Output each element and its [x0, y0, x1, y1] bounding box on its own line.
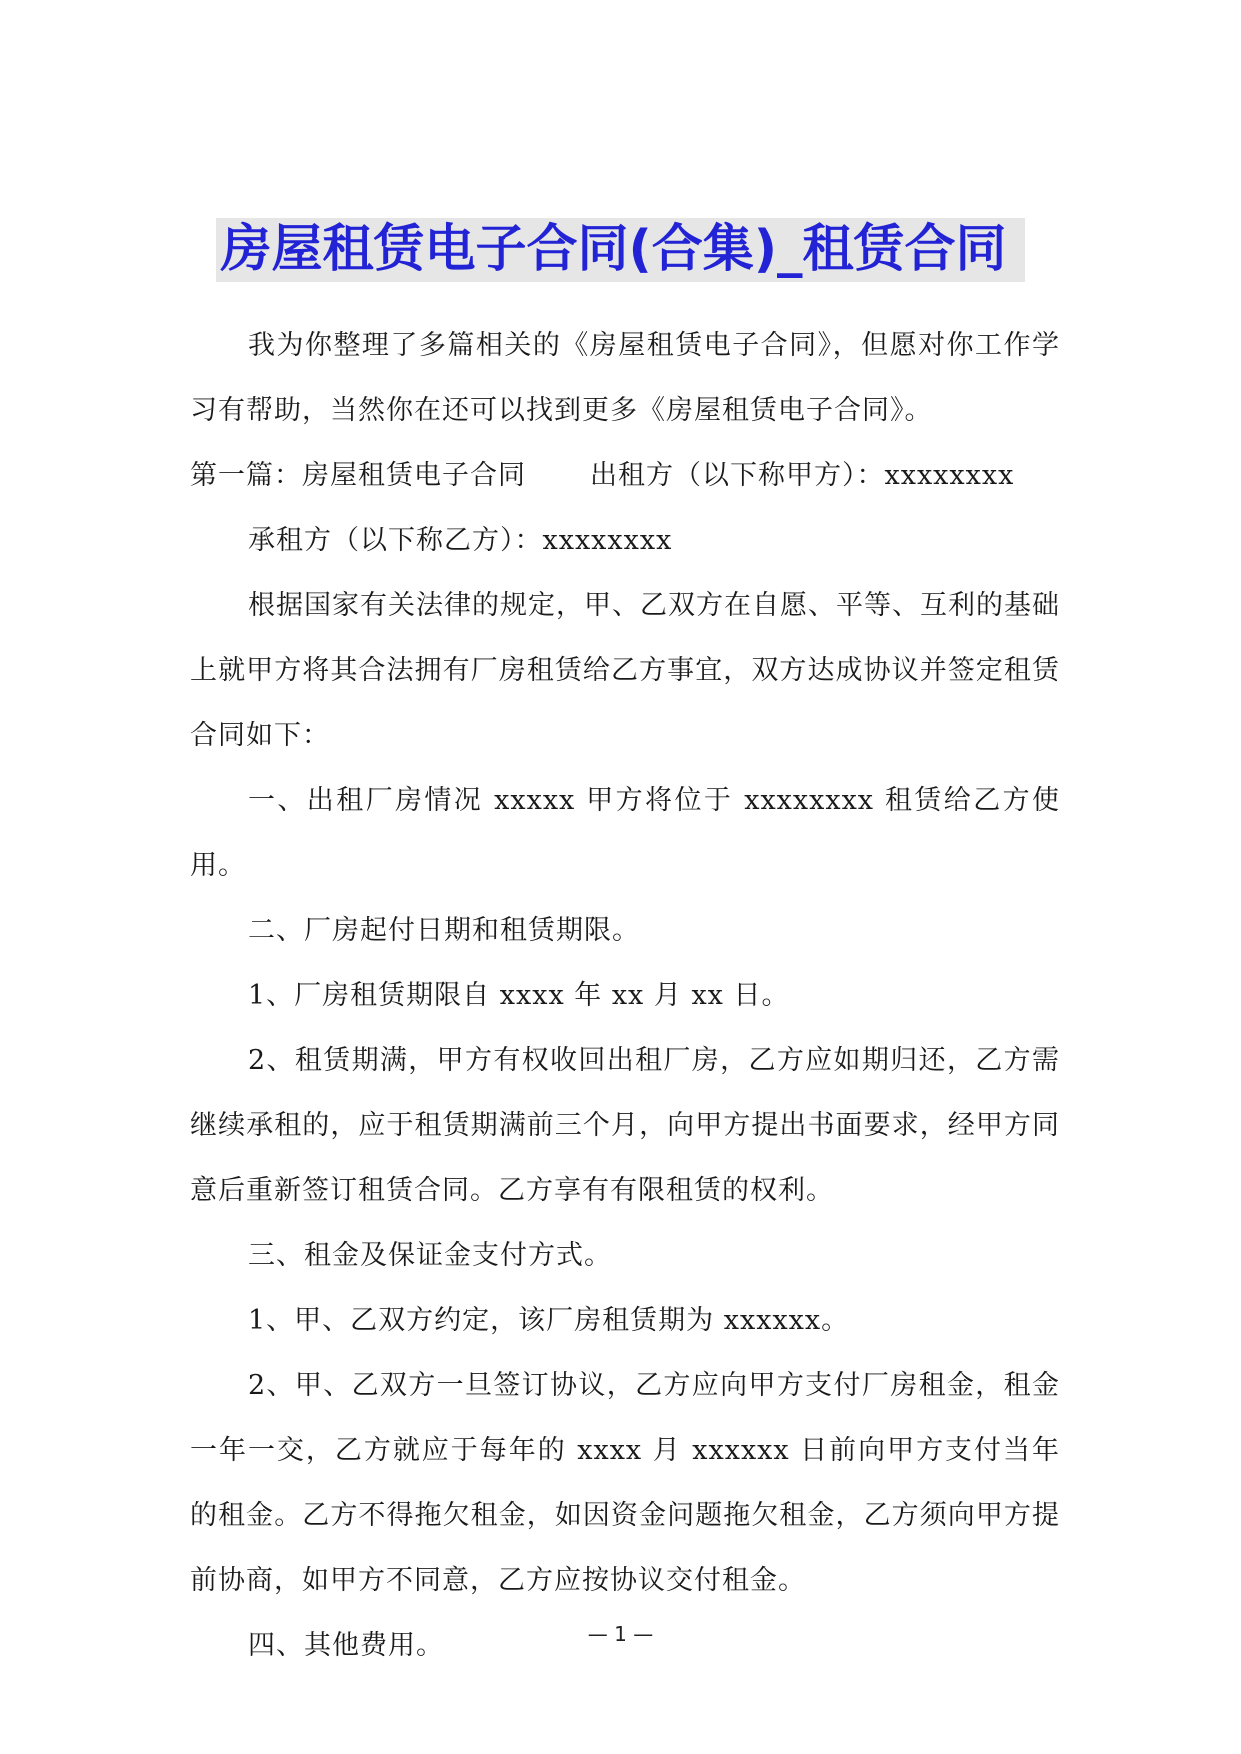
- section-heading-line: [190, 443, 1060, 508]
- clause-2: 二、厂房起付日期和租赁期限。: [248, 915, 640, 946]
- clause-1: 一、出租厂房情况 xxxxx 甲方将位于 xxxxxxxx 租赁给乙方使用。: [190, 785, 1060, 881]
- title-container: [0, 218, 1241, 282]
- clause-2-1: 1、厂房租赁期限自 xxxx 年 xx 月 xx 日。: [248, 980, 790, 1011]
- document-body: [190, 313, 1060, 1678]
- clause-2-2: 2、租赁期满，甲方有权收回出租厂房，乙方应如期归还，乙方需继续承租的，应于租赁期满前三个月，向甲方提出书面要求，经甲方同意后重新签订租赁合同。乙方享有有限租赁的权利。: [190, 1045, 1060, 1206]
- preamble-paragraph: 根据国家有关法律的规定，甲、乙双方在自愿、平等、互利的基础上就甲方将其合法拥有厂房租赁给乙方事宜，双方达成协议并签定租赁合同如下：: [190, 590, 1060, 751]
- section-heading: 第一篇：房屋租赁电子合同: [190, 460, 526, 491]
- document-title: 房屋租赁电子合同(合集)_租赁合同: [216, 218, 1024, 282]
- intro-paragraph: 我为你整理了多篇相关的《房屋租赁电子合同》，但愿对你工作学习有帮助，当然你在还可以找到更多《房屋租赁电子合同》。: [190, 330, 1060, 426]
- clause-3-1: 1、甲、乙双方约定，该厂房租赁期为 xxxxxx。: [248, 1305, 850, 1336]
- clause-4: 四、其他费用。: [248, 1630, 444, 1661]
- page-number: — 1 —: [587, 1622, 654, 1646]
- lessor-line: 出租方（以下称甲方）：xxxxxxxx: [590, 460, 1015, 491]
- clause-3-2: 2、甲、乙双方一旦签订协议，乙方应向甲方支付厂房租金，租金一年一交，乙方就应于每年的 xxxx 月 xxxxxx 日前向甲方支付当年的租金。乙方不得拖欠租金，如因资金问题拖欠租金，乙方须向甲方提前协商，如甲方不同意，乙方应按协议交付租金。: [190, 1370, 1060, 1596]
- lessee-line: 承租方（以下称乙方）：xxxxxxxx: [248, 525, 673, 556]
- clause-3: 三、租金及保证金支付方式。: [248, 1240, 612, 1271]
